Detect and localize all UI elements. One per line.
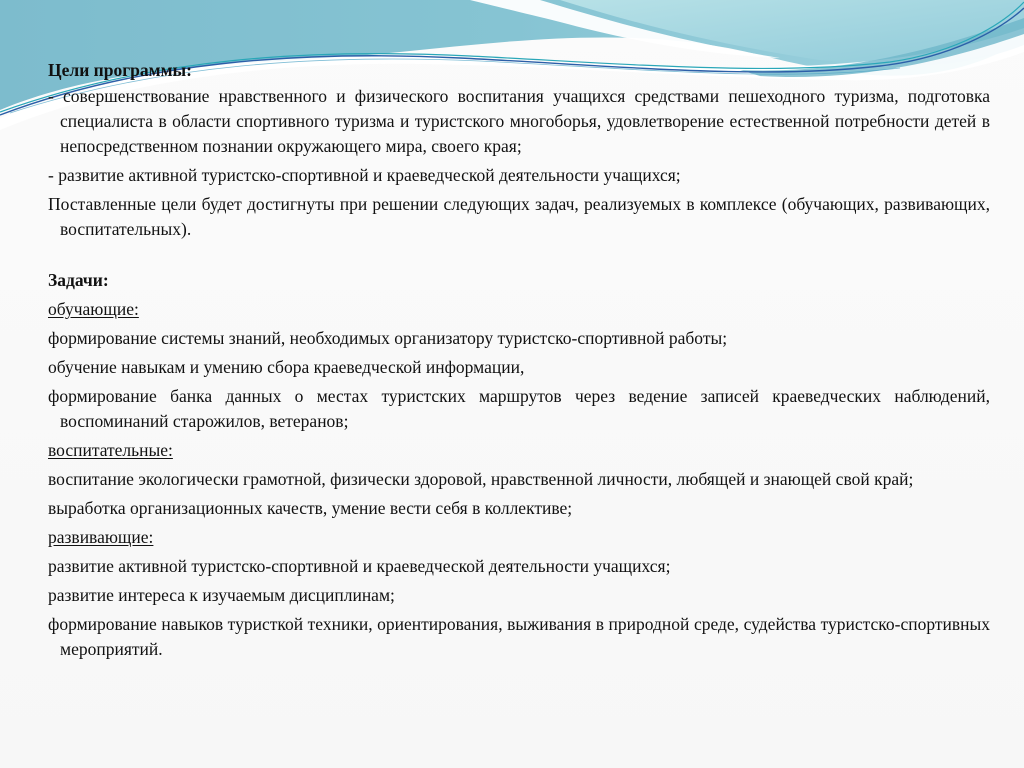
goal-item: - совершенствование нравственного и физического воспитания учащихся средствами пешеходного туризма, подготовка специалиста в области спортивного туризма и туристского многоборья, удовлетворение естественной потребности детей в непосредственном познании окружающего мира, своего края; xyxy=(48,86,990,156)
task-item: развитие интереса к изучаемым дисциплинам; xyxy=(48,585,395,605)
goal-item: - развитие активной туристско-спортивной и краеведческой деятельности учащихся; xyxy=(48,165,681,185)
task-group-label-upbringing: воспитательные: xyxy=(48,440,173,460)
task-item: обучение навыкам и умению сбора краеведческой информации, xyxy=(48,357,525,377)
task-item: выработка организационных качеств, умение вести себя в коллективе; xyxy=(48,498,573,518)
task-item: формирование банка данных о местах туристских маршрутов через ведение записей краеведческих наблюдений, воспоминаний старожилов, ветеранов; xyxy=(48,386,990,431)
task-item: воспитание экологически грамотной, физически здоровой, нравственной личности, любящей и знающей свой край; xyxy=(48,469,914,489)
tasks-heading: Задачи: xyxy=(48,270,109,290)
task-item: формирование навыков туристкой техники, ориентирования, выживания в природной среде, судейства туристско-спортивных мероприятий. xyxy=(48,614,990,659)
slide-content xyxy=(48,58,990,666)
task-group-label-educational: обучающие: xyxy=(48,299,139,319)
task-group-label-developmental: развивающие: xyxy=(48,527,154,547)
task-item: развитие активной туристско-спортивной и краеведческой деятельности учащихся; xyxy=(48,556,671,576)
task-item: формирование системы знаний, необходимых организатору туристско-спортивной работы; xyxy=(48,328,728,348)
goals-heading: Цели программы: xyxy=(48,60,192,80)
goals-summary: Поставленные цели будет достигнуты при решении следующих задач, реализуемых в комплексе (обучающих, развивающих, воспитательных). xyxy=(48,194,990,239)
